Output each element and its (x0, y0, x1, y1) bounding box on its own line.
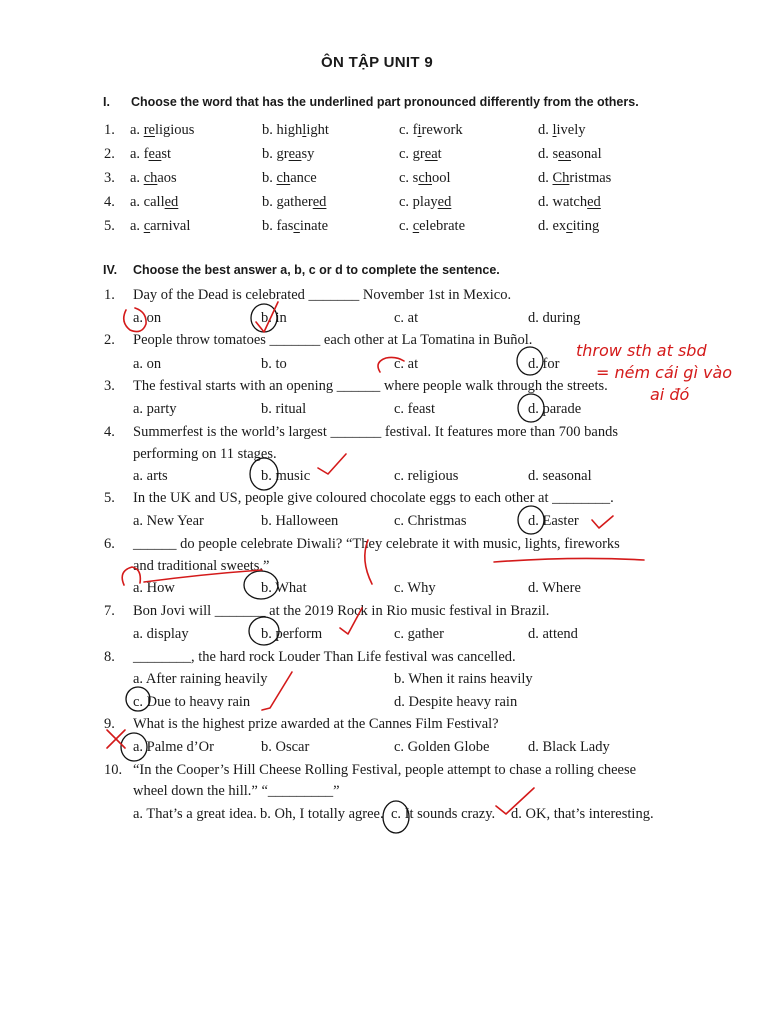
q9-text: What is the highest prize awarded at the Cannes Film Festival? (133, 716, 499, 732)
underlined-part: ed (164, 194, 179, 210)
note-line-2: = ném cái gì vào (596, 363, 733, 382)
underlined-part: c (293, 218, 300, 234)
section-4-number: IV. (103, 263, 118, 277)
q8-option-a: a. After raining heavily (133, 671, 268, 687)
q6-option-c: c. Why (394, 580, 436, 596)
q8-text: ________, the hard rock Louder Than Life festival was cancelled. (133, 649, 516, 665)
q10-option-c: c. It sounds crazy. (391, 806, 496, 822)
q7-text: Bon Jovi will _______ at the 2019 Rock in Rio music festival in Brazil. (133, 603, 550, 619)
q7-number: 7. (104, 603, 115, 619)
section-1-q3-option-a: a. chaos (130, 170, 177, 186)
section-1-q4-option-d: d. watched (538, 194, 601, 210)
section-1-heading: Choose the word that has the underlined part pronounced differently from the others. (131, 95, 639, 109)
section-1-number: I. (103, 95, 110, 109)
section-1-q5-option-d: d. exciting (538, 218, 600, 234)
underlined-part: ea (148, 146, 162, 162)
section-1-q1-option-b: b. highlight (262, 122, 329, 138)
q9-number: 9. (104, 716, 115, 732)
q2-number: 2. (104, 332, 115, 348)
q6-option-b: b. What (261, 580, 307, 596)
q7-option-a: a. display (133, 626, 189, 642)
section-1-q5-option-c: c. celebrate (399, 218, 466, 234)
q5-number: 5. (104, 490, 115, 506)
section-1-q2-option-a: a. feast (130, 146, 172, 162)
q9-option-d: d. Black Lady (528, 739, 610, 755)
q6-number: 6. (104, 536, 115, 552)
q5-text: In the UK and US, people give coloured chocolate eggs to each other at ________. (133, 490, 614, 506)
underlined-part: i (417, 122, 422, 138)
q2-option-d: d. for (528, 356, 560, 372)
q2-option-a: a. on (133, 356, 162, 372)
section-4-heading: Choose the best answer a, b, c or d to complete the sentence. (133, 263, 500, 277)
q1-option-d: d. during (528, 310, 581, 326)
q10-option-a: a. That’s a great idea. (133, 806, 257, 822)
q9-option-a: a. Palme d’Or (133, 739, 214, 755)
note-line-3: ai đó (650, 385, 690, 404)
q2-option-c: c. at (394, 356, 419, 372)
underlined-part: ed (587, 194, 601, 210)
q4-option-c: c. religious (394, 468, 459, 484)
q10-text-continued: wheel down the hill.” “_________” (133, 783, 340, 799)
section-1-q5-option-a: a. carnival (130, 218, 191, 234)
q10-option-b: b. Oh, I totally agree. (260, 806, 384, 822)
q6-text: ______ do people celebrate Diwali? “They celebrate it with music, lights, fireworks (133, 536, 620, 552)
section-1-q4-option-b: b. gathered (262, 194, 327, 210)
section-1-q4-number: 4. (104, 194, 115, 210)
q2-option-b: b. to (261, 356, 287, 372)
section-1-q2-number: 2. (104, 146, 115, 162)
q5-option-b: b. Halloween (261, 513, 339, 529)
q9-option-c: c. Golden Globe (394, 739, 490, 755)
q6-option-d: d. Where (528, 580, 581, 596)
q3-option-b: b. ritual (261, 401, 307, 417)
q8-option-c: c. Due to heavy rain (133, 694, 251, 710)
section-1-q3-number: 3. (104, 170, 115, 186)
section-1-q5-option-b: b. fascinate (262, 218, 329, 234)
red-check-q5 (592, 516, 613, 528)
section-1-q4-option-a: a. called (130, 194, 179, 210)
q1-text: Day of the Dead is celebrated _______ November 1st in Mexico. (133, 287, 512, 303)
q8-number: 8. (104, 649, 115, 665)
underlined-part: ea (558, 146, 572, 162)
q1-option-c: c. at (394, 310, 419, 326)
section-1-q4-option-c: c. played (399, 194, 452, 210)
q3-text: The festival starts with an opening ______ where people walk through the streets. (133, 378, 608, 394)
page-title: ÔN TẬP UNIT 9 (321, 54, 433, 71)
section-1-q3-option-c: c. school (399, 170, 451, 186)
q4-option-d: d. seasonal (528, 468, 592, 484)
q6-text-continued: and traditional sweets.” (133, 558, 270, 574)
underlined-part: re (143, 122, 155, 138)
section-1-q2-option-b: b. greasy (262, 146, 315, 162)
underlined-part: ea (288, 146, 302, 162)
section-1-q2-option-d: d. seasonal (538, 146, 602, 162)
underlined-part: l (302, 122, 307, 138)
q4-text-continued: performing on 11 stages. (133, 446, 277, 462)
q3-option-d: d. parade (528, 401, 582, 417)
section-1-q3-option-b: b. chance (262, 170, 317, 186)
underlined-part: ch (143, 170, 158, 186)
section-1-q2-option-c: c. great (399, 146, 442, 162)
q9-option-b: b. Oscar (261, 739, 310, 755)
underlined-part: ed (312, 194, 327, 210)
q4-number: 4. (104, 424, 115, 440)
section-1-q5-number: 5. (104, 218, 115, 234)
section-1-q1-option-c: c. firework (399, 122, 463, 138)
q10-number: 10. (104, 762, 123, 778)
q3-number: 3. (104, 378, 115, 394)
q2-text: People throw tomatoes _______ each other at La Tomatina in Buñol. (133, 332, 533, 348)
q8-option-d: d. Despite heavy rain (394, 694, 518, 710)
q8-option-b: b. When it rains heavily (394, 671, 533, 687)
red-underline-q6 (494, 558, 644, 562)
underlined-part: Ch (552, 170, 570, 186)
q3-option-a: a. party (133, 401, 177, 417)
q4-text: Summerfest is the world’s largest _______ festival. It features more than 700 bands (133, 424, 618, 440)
q7-option-b: b. perform (261, 626, 323, 642)
q1-number: 1. (104, 287, 115, 303)
underlined-part: c (566, 218, 573, 234)
q5-option-d: d. Easter (528, 513, 579, 529)
section-1-q1-option-a: a. religious (130, 122, 195, 138)
q1-option-a: a. on (133, 310, 162, 326)
section-1-q1-option-d: d. lively (538, 122, 586, 138)
q7-option-d: d. attend (528, 626, 578, 642)
red-check-q4 (318, 454, 346, 474)
q4-option-b: b. music (261, 468, 311, 484)
q1-option-b: b. in (261, 310, 287, 326)
underlined-part: ea (424, 146, 438, 162)
q5-option-c: c. Christmas (394, 513, 467, 529)
underlined-part: l (552, 122, 557, 138)
underlined-part: ed (437, 194, 452, 210)
q10-text: “In the Cooper’s Hill Cheese Rolling Festival, people attempt to chase a rolling cheese (133, 762, 637, 778)
underlined-part: c (143, 218, 151, 234)
section-1-q1-number: 1. (104, 122, 115, 138)
q5-option-a: a. New Year (133, 513, 204, 529)
note-line-1: throw sth at sbd (576, 341, 707, 360)
q10-option-d: d. OK, that’s interesting. (511, 806, 654, 822)
underlined-part: c (412, 218, 420, 234)
section-1-q3-option-d: d. Christmas (538, 170, 612, 186)
q6-option-a: a. How (133, 580, 175, 596)
underlined-part: ch (418, 170, 433, 186)
underlined-part: ch (276, 170, 291, 186)
q4-option-a: a. arts (133, 468, 168, 484)
q7-option-c: c. gather (394, 626, 444, 642)
q3-option-c: c. feast (394, 401, 436, 417)
